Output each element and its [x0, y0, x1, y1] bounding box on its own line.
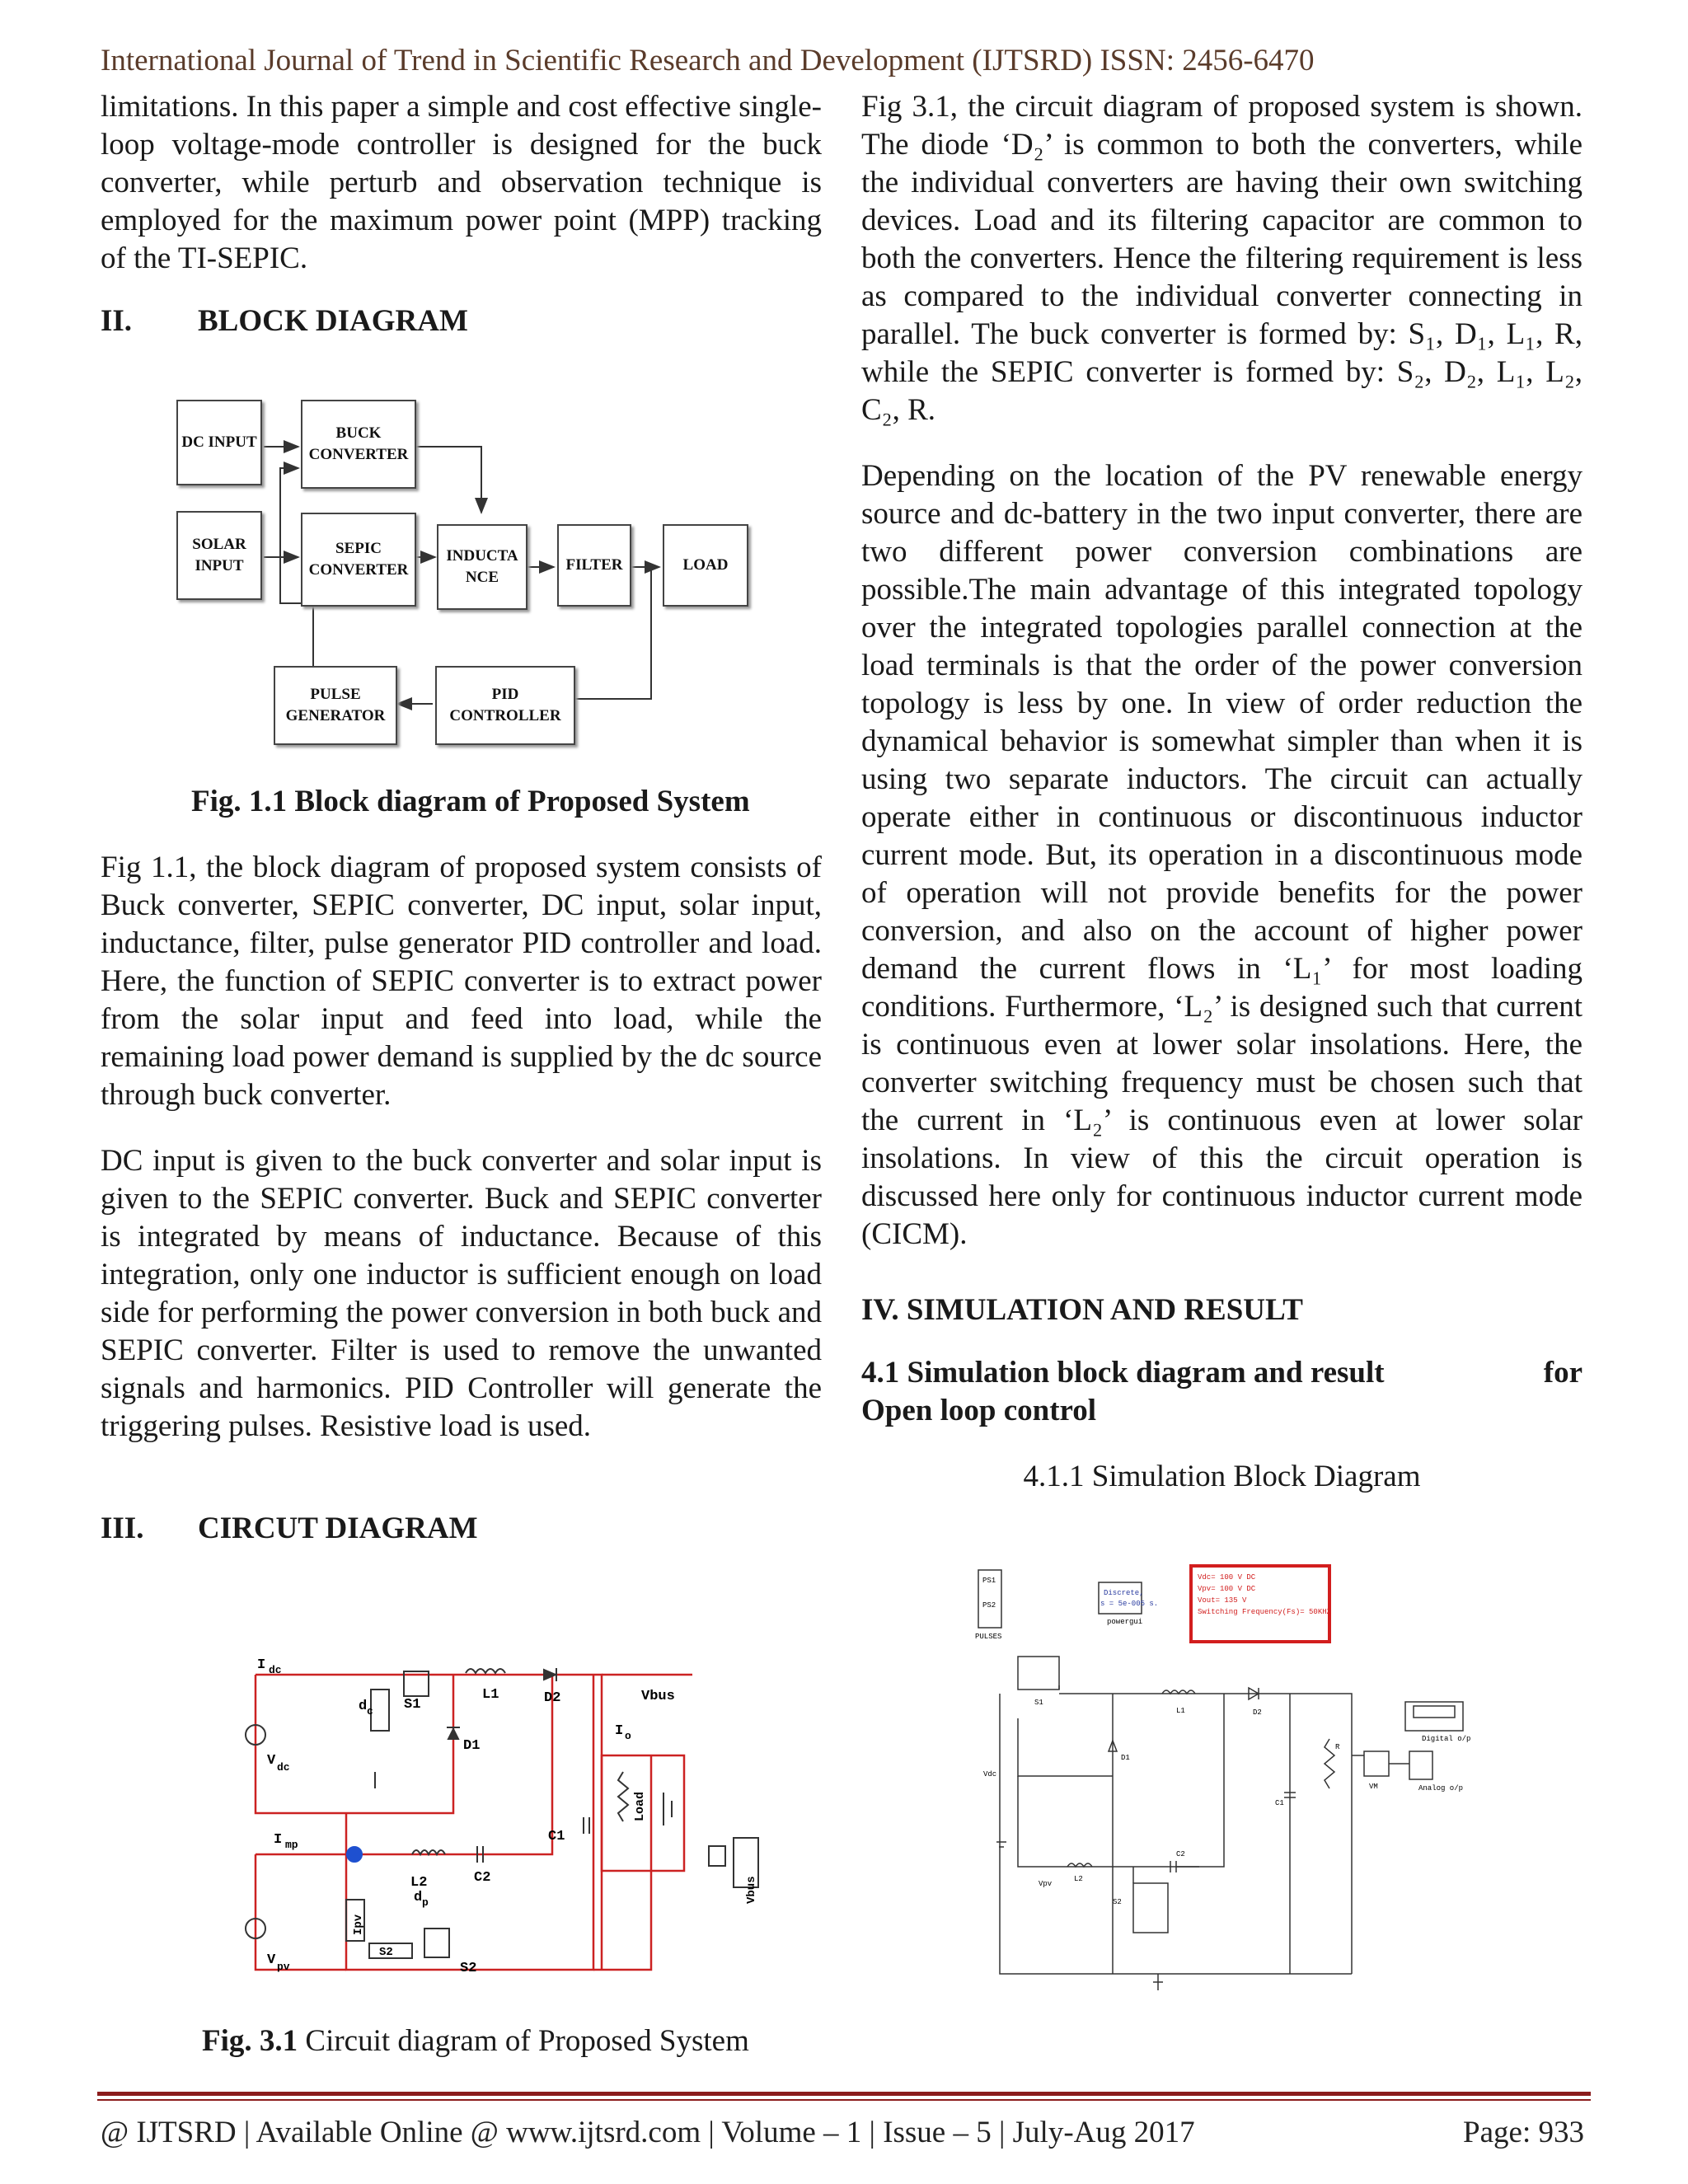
- paragraph: Fig 3.1, the circuit diagram of proposed system is shown. The diode ‘D₂’ is common to both the converters, while the individual converters are having their own switching devices. Load and its filtering capacitor are common to both the converters. Hence the filtering requirement is less as compared to the individual converter connecting in parallel. The buck converter is formed by: S₁, D₁, L₁, R, while the SEPIC converter is formed by: S₂, D₂, L₁, L₂, C₂, R.: [861, 90, 1582, 427]
- svg-text:Vout= 135 V: Vout= 135 V: [1198, 1596, 1247, 1605]
- svg-text:Vpv= 100 V DC: Vpv= 100 V DC: [1198, 1585, 1256, 1593]
- svg-text:d: d: [359, 1699, 368, 1714]
- section-number: III.: [101, 1511, 144, 1545]
- svg-text:L1: L1: [1176, 1707, 1185, 1715]
- svg-text:D1: D1: [463, 1738, 481, 1754]
- right-column: [861, 88, 1582, 1496]
- footer-rule: [97, 2092, 1591, 2096]
- page-number: Page: 933: [1463, 2116, 1584, 2149]
- subsection-title-line2: Open loop control: [861, 1394, 1097, 1427]
- svg-text:Vdc= 100 V DC: Vdc= 100 V DC: [1198, 1573, 1256, 1582]
- subsection-heading: [861, 1354, 1582, 1430]
- svg-text:D1: D1: [1121, 1754, 1130, 1762]
- section-heading-4: IV. SIMULATION AND RESULT: [861, 1293, 1303, 1327]
- svg-text:C1: C1: [548, 1829, 565, 1844]
- svg-text:S2: S2: [1113, 1898, 1122, 1906]
- svg-text:L1: L1: [482, 1687, 499, 1703]
- figure-caption: [202, 2023, 749, 2059]
- simulation-diagram: [960, 1558, 1504, 2019]
- journal-header: International Journal of Trend in Scientific Research and Development (IJTSRD) ISSN: 2456-6470: [101, 44, 1315, 77]
- subsection-title: 4.1 Simulation block diagram and result: [861, 1356, 1385, 1390]
- svg-text:Digital o/p: Digital o/p: [1422, 1735, 1471, 1743]
- svg-text:Load: Load: [633, 1791, 647, 1821]
- paragraph: Fig 1.1, the block diagram of proposed system consists of Buck converter, SEPIC converter, DC input, solar input, inductance, filter, pulse generator PID controller and load. Here, the function of SEPIC converter is to extract power from the solar input and feed into load, while the remaining load power demand is supplied by the dc source through buck converter.: [101, 851, 822, 1112]
- paragraph: DC input is given to the buck converter and solar input is given to the SEPIC converter. Buck and SEPIC converter is integrated by means of inductance. Because of this integration, only one inductor is sufficient enough on load side for performing the power conversion in both buck and SEPIC converter. Filter is used to remove the unwanted signals and harmonics. PID Controller will generate the triggering pulses. Resistive load is used.: [101, 1144, 822, 1443]
- figure-caption: Fig. 1.1 Block diagram of Proposed System: [191, 785, 750, 818]
- figure-label: Fig. 3.1: [202, 2024, 298, 2058]
- svg-text:Discrete,: Discrete,: [1104, 1589, 1144, 1597]
- left-column: [101, 88, 822, 340]
- sepic-converter-block: SEPIC CONVERTER: [301, 513, 416, 607]
- circuit-schematic: [239, 1657, 783, 1986]
- pid-controller-block: PID CONTROLLER: [435, 666, 575, 745]
- svg-text:Vbus: Vbus: [641, 1689, 675, 1704]
- svg-text:dc: dc: [269, 1664, 282, 1676]
- simulink-model: [960, 1558, 1504, 2019]
- svg-text:s = 5e-005 s.: s = 5e-005 s.: [1100, 1600, 1159, 1608]
- svg-text:dc: dc: [277, 1761, 290, 1774]
- svg-text:R: R: [1335, 1743, 1340, 1751]
- svg-text:VM: VM: [1369, 1783, 1378, 1791]
- block-diagram: [165, 387, 758, 725]
- section-heading-2: [101, 302, 822, 340]
- svg-text:S2: S2: [460, 1961, 477, 1976]
- inductance-block: INDUCTA NCE: [437, 524, 528, 610]
- subsection-title-end: for: [1543, 1356, 1582, 1390]
- svg-text:p: p: [422, 1896, 429, 1909]
- svg-text:powergui: powergui: [1107, 1618, 1143, 1626]
- svg-text:I: I: [615, 1723, 624, 1739]
- section-number: II.: [101, 304, 133, 338]
- footer-info: @ IJTSRD | Available Online @ www.ijtsrd.com | Volume – 1 | Issue – 5 | July-Aug 2017: [101, 2116, 1195, 2149]
- svg-text:d: d: [414, 1890, 423, 1905]
- buck-converter-block: BUCK CONVERTER: [301, 400, 416, 489]
- filter-block: FILTER: [557, 524, 631, 607]
- svg-text:pv: pv: [277, 1961, 290, 1973]
- svg-text:PS1: PS1: [982, 1577, 996, 1585]
- svg-text:D2: D2: [1253, 1708, 1262, 1717]
- svg-text:Analog o/p: Analog o/p: [1418, 1784, 1464, 1793]
- svg-text:S1: S1: [404, 1697, 421, 1713]
- subsubsection-heading: 4.1.1 Simulation Block Diagram: [1023, 1460, 1421, 1493]
- svg-text:I: I: [274, 1832, 283, 1848]
- svg-text:S1: S1: [1034, 1699, 1043, 1707]
- circuit-diagram: [239, 1657, 783, 1986]
- svg-text:V: V: [267, 1753, 276, 1769]
- svg-text:L2: L2: [1074, 1875, 1083, 1883]
- figure-text: Circuit diagram of Proposed System: [298, 2024, 749, 2058]
- svg-text:Vdc: Vdc: [983, 1770, 997, 1779]
- svg-text:Ipv: Ipv: [352, 1914, 365, 1935]
- svg-text:I: I: [257, 1657, 266, 1673]
- svg-text:C2: C2: [474, 1870, 491, 1886]
- section-heading-3: [101, 1510, 822, 1548]
- svg-text:mp: mp: [285, 1839, 298, 1851]
- paragraph: Depending on the location of the PV renewable energy source and dc-battery in the two input converter, there are two different power conversion combinations are possible.The main advantage of this integrated topology over the integrated topologies parallel connection at the load terminals is that the order of the power conversion topology is less by one. In view of order reduction the dynamical behavior is somewhat simpler than when it is using two separate inductors. The circuit can actually operate either in continuous or discontinuous inductor current mode. But, its operation in a discontinuous mode of operation will not provide benefits for the power conversion, and also on the account of higher power demand the current flows in ‘L₁’ for most loading conditions. Furthermore, ‘L₂’ is designed such that current is continuous even at lower solar insolations. Here, the converter switching frequency must be chosen such that the current in ‘L₂’ is continuous even at lower solar insolations. In view of this the circuit operation is discussed here only for continuous inductor current mode (CICM).: [861, 459, 1582, 1251]
- svg-text:PULSES: PULSES: [975, 1633, 1002, 1641]
- svg-text:C2: C2: [1176, 1850, 1185, 1858]
- dc-input-block: DC INPUT: [176, 400, 262, 485]
- left-column-lower: [101, 783, 822, 1548]
- paragraph: limitations. In this paper a simple and cost effective single-loop voltage-mode controller is designed for the buck converter, while perturb and observation technique is employed for the maximum power point (MPP) tracking of the TI-SEPIC.: [101, 90, 822, 275]
- svg-text:o: o: [625, 1730, 631, 1742]
- section-title: CIRCUT DIAGRAM: [198, 1511, 478, 1545]
- svg-text:S2: S2: [379, 1946, 393, 1959]
- svg-text:Switching Frequency(Fs)= 50KHZ: Switching Frequency(Fs)= 50KHZ: [1198, 1608, 1332, 1616]
- load-block: LOAD: [663, 524, 748, 607]
- section-title: BLOCK DIAGRAM: [198, 304, 468, 338]
- page-footer: [101, 2115, 1584, 2150]
- svg-text:Vbus: Vbus: [745, 1876, 758, 1904]
- pulse-generator-block: PULSE GENERATOR: [274, 666, 397, 745]
- footer-rule-thin: [97, 2099, 1591, 2101]
- svg-text:Vpv: Vpv: [1039, 1880, 1053, 1888]
- svg-text:C1: C1: [1275, 1799, 1284, 1807]
- svg-text:PS2: PS2: [982, 1601, 996, 1610]
- svg-text:D2: D2: [544, 1690, 561, 1706]
- svg-text:V: V: [267, 1952, 276, 1968]
- svg-text:L2: L2: [410, 1875, 428, 1891]
- svg-text:c: c: [367, 1705, 373, 1718]
- solar-input-block: SOLAR INPUT: [176, 511, 262, 600]
